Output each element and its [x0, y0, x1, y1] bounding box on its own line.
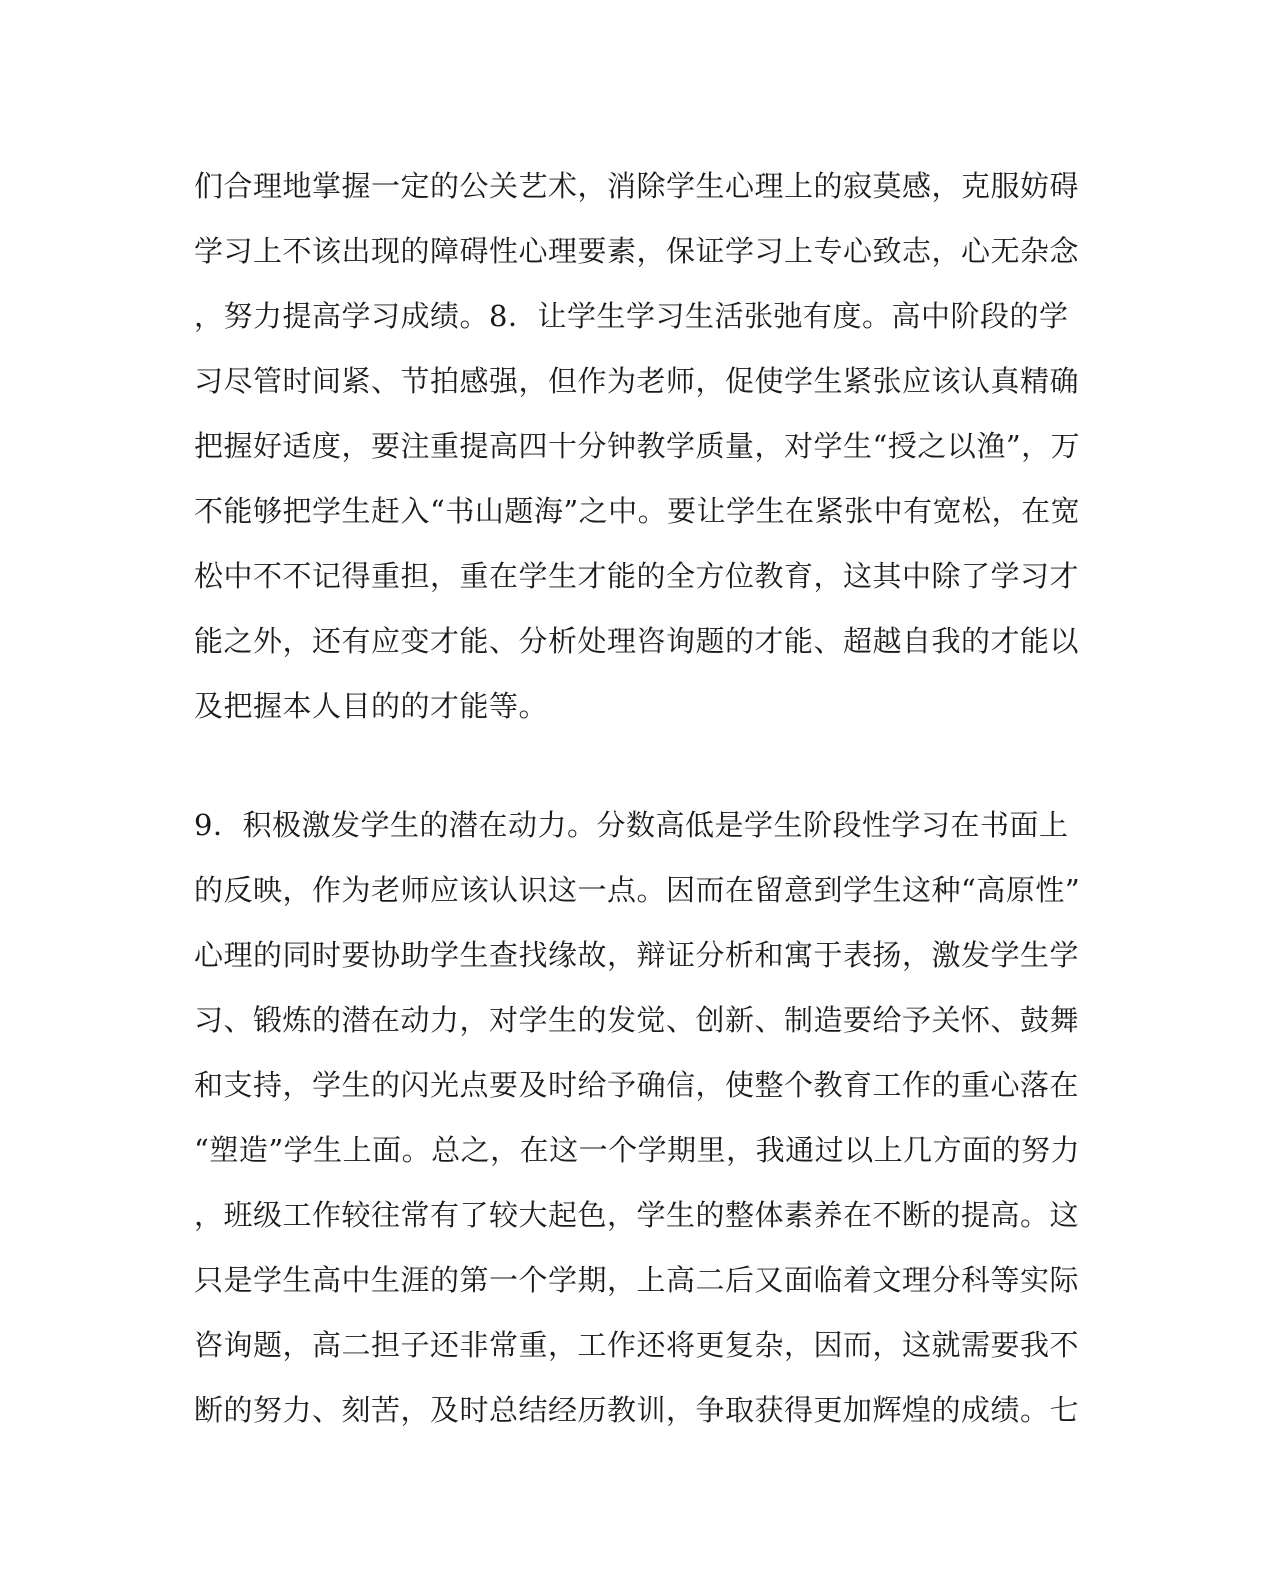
text-line: 咨询题，高二担子还非常重，工作还将更复杂，因而，这就需要我不	[194, 1328, 1080, 1362]
paragraph-1	[194, 160, 1081, 745]
text-line: 及把握本人目的的才能等。	[194, 689, 549, 723]
text-line: 习尽管时间紧、节拍感强，但作为老师，促使学生紧张应该认真精确	[194, 364, 1080, 398]
text-line: 把握好适度，要注重提高四十分钟教学质量，对学生“授之以渔”，万	[194, 429, 1081, 463]
text-line: 学习上不该出现的障碍性心理要素，保证学习上专心致志，心无杂念	[194, 234, 1080, 268]
paragraph-2	[194, 799, 1081, 1449]
text-line: 和支持，学生的闪光点要及时给予确信，使整个教育工作的重心落在	[194, 1068, 1080, 1102]
text-line: 松中不不记得重担，重在学生才能的全方位教育，这其中除了学习才	[194, 559, 1080, 593]
text-line: 断的努力、刻苦，及时总结经历教训，争取获得更加辉煌的成绩。七	[194, 1393, 1080, 1427]
text-line: 能之外，还有应变才能、分析处理咨询题的才能、超越自我的才能以	[194, 624, 1080, 658]
text-line: 9．积极激发学生的潜在动力。分数高低是学生阶段性学习在书面上	[194, 808, 1069, 842]
text-line: 只是学生高中生涯的第一个学期，上高二后又面临着文理分科等实际	[194, 1263, 1080, 1297]
text-line: “塑造”学生上面。总之，在这一个学期里，我通过以上几方面的努力	[194, 1133, 1081, 1167]
text-line: 心理的同时要协助学生查找缘故，辩证分析和寓于表扬，激发学生学	[194, 938, 1080, 972]
text-line: ，努力提高学习成绩。8．让学生学习生活张弛有度。高中阶段的学	[194, 299, 1069, 333]
text-line: ，班级工作较往常有了较大起色，学生的整体素养在不断的提高。这	[194, 1198, 1080, 1232]
text-line: 习、锻炼的潜在动力，对学生的发觉、创新、制造要给予关怀、鼓舞	[194, 1003, 1080, 1037]
text-line: 的反映，作为老师应该认识这一点。因而在留意到学生这种“高原性”	[194, 873, 1081, 907]
text-line: 们合理地掌握一定的公关艺术，消除学生心理上的寂莫感，克服妨碍	[194, 169, 1080, 203]
text-line: 不能够把学生赶入“书山题海”之中。要让学生在紧张中有宽松，在宽	[194, 494, 1081, 528]
